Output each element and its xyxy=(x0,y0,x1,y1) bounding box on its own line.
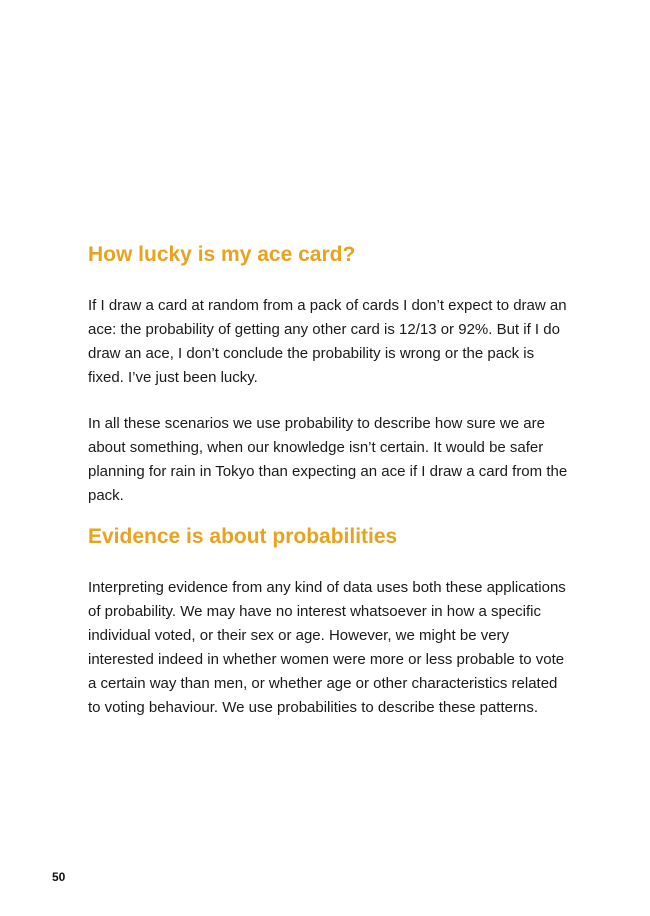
section-heading-evidence: Evidence is about probabilities xyxy=(88,525,398,548)
paragraph-ace-card-draw: If I draw a card at random from a pack of cards I don’t expect to draw an ace: the probability of getting any other card is 12/13 or 92%. But if I do draw an ace, I don’t conclude the probability is wrong or the pack is fixed. I’ve just been lucky. xyxy=(88,297,567,386)
paragraph-evidence-probabilities: Interpreting evidence from any kind of data uses both these applications of probability. We may have no interest whatsoever in how a specific individual voted, or their sex or age. However, we might be very interested indeed in whether women were more or less probable to vote a certain way than men, or whether age or other characteristics related to voting behaviour. We use probabilities to describe these patterns. xyxy=(88,579,566,716)
paragraph-probability-scenarios: In all these scenarios we use probability to describe how sure we are about something, when our knowledge isn’t certain. It would be safer planning for rain in Tokyo than expecting an ace if I draw a card from the pack. xyxy=(88,415,568,504)
section-heading-ace-card: How lucky is my ace card? xyxy=(88,243,356,266)
page-number: 50 xyxy=(52,870,66,884)
page-content xyxy=(88,240,568,720)
